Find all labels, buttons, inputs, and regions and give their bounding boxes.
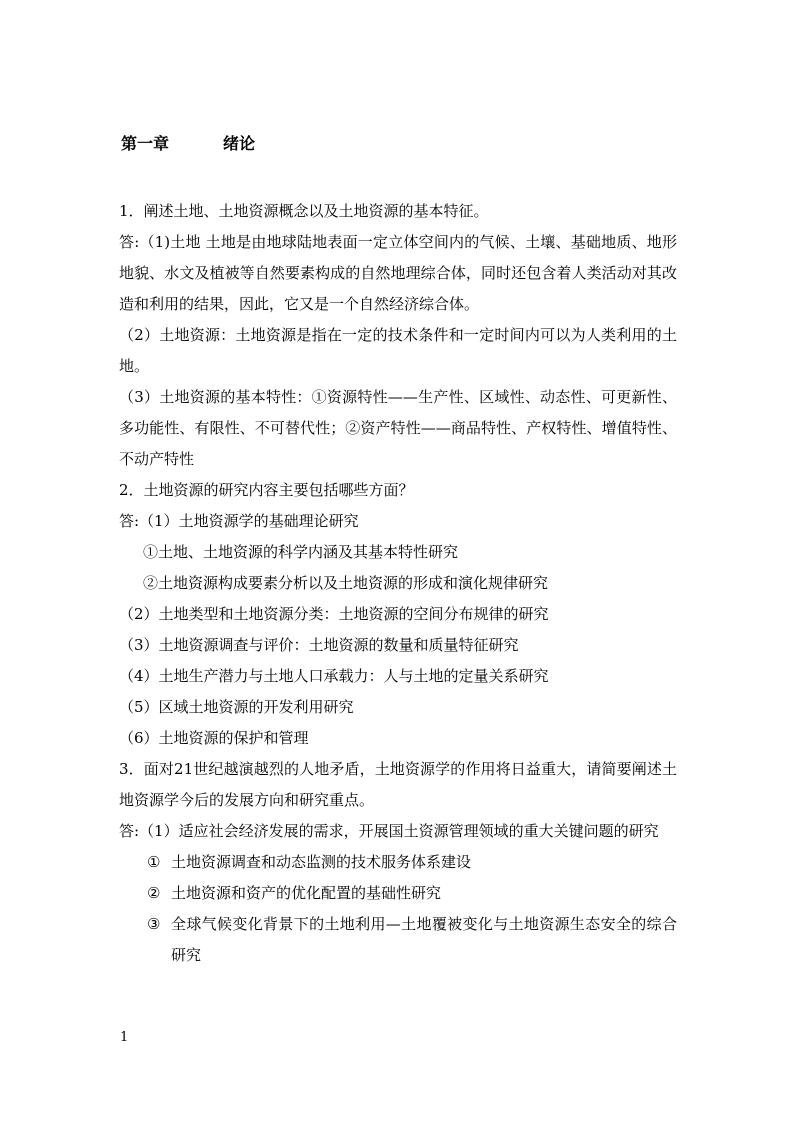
item-marker: ② xyxy=(147,884,161,902)
answer-3-part-1: 答:（1）适应社会经济发展的需求，开展国土资源管理领域的重大关键问题的研究 xyxy=(119,822,659,840)
answer-2-part-5: （5）区域土地资源的开发利用研究 xyxy=(119,698,354,716)
chapter-title: 绪论 xyxy=(223,134,256,153)
answer-2-subitem-2: ②土地资源构成要素分析以及土地资源的形成和演化规律研究 xyxy=(143,574,549,592)
question-2: 2．土地资源的研究内容主要包括哪些方面？ xyxy=(119,481,414,499)
answer-3-item-1 xyxy=(119,847,677,878)
chapter-label: 第一章 xyxy=(121,134,170,153)
answer-2-part-1: 答:（1）土地资源学的基础理论研究 xyxy=(119,512,359,530)
item-text: 全球气候变化背景下的土地利用—土地覆被变化与土地资源生态安全的综合研究 xyxy=(171,915,677,964)
answer-3-item-3 xyxy=(119,909,677,971)
page-number: 1 xyxy=(120,1030,129,1045)
answer-2-part-6: （6）土地资源的保护和管理 xyxy=(119,729,309,747)
item-marker: ③ xyxy=(147,915,161,933)
answer-1-part-2: （2）土地资源：土地资源是指在一定的技术条件和一定时间内可以为人类利用的土地。 xyxy=(119,326,677,375)
item-text: 土地资源调查和动态监测的技术服务体系建设 xyxy=(171,853,472,871)
answer-1-part-1: 答:（1)土地 土地是由地球陆地表面一定立体空间内的气候、土壤、基础地质、地形地貌、水文及植被等自然要素构成的自然地理综合体，同时还包含着人类活动对其改造和利用的结果，因此，它又是一个自然经济综合体。 xyxy=(119,233,677,313)
answer-2-subitem-1: ①土地、土地资源的科学内涵及其基本特性研究 xyxy=(143,543,459,561)
chapter-heading xyxy=(121,132,255,156)
document-body xyxy=(119,196,677,971)
answer-1-part-3: （3）土地资源的基本特性：①资源特性——生产性、区域性、动态性、可更新性、多功能性、有限性、不可替代性；②资产特性——商品特性、产权特性、增值特性、不动产特性 xyxy=(119,388,677,468)
question-1: 1．阐述土地、土地资源概念以及土地资源的基本特征。 xyxy=(119,202,489,220)
answer-2-part-3: （3）土地资源调查与评价：土地资源的数量和质量特征研究 xyxy=(119,636,519,654)
question-3: 3．面对21世纪越演越烈的人地矛盾，土地资源学的作用将日益重大，请简要阐述土地资源学今后的发展方向和研究重点。 xyxy=(119,760,677,809)
item-text: 土地资源和资产的优化配置的基础性研究 xyxy=(171,884,442,902)
answer-2-part-2: （2）土地类型和土地资源分类：土地资源的空间分布规律的研究 xyxy=(119,605,549,623)
answer-3-item-2 xyxy=(119,878,677,909)
item-marker: ① xyxy=(147,853,161,871)
answer-2-part-4: （4）土地生产潜力与土地人口承载力：人与土地的定量关系研究 xyxy=(119,667,549,685)
